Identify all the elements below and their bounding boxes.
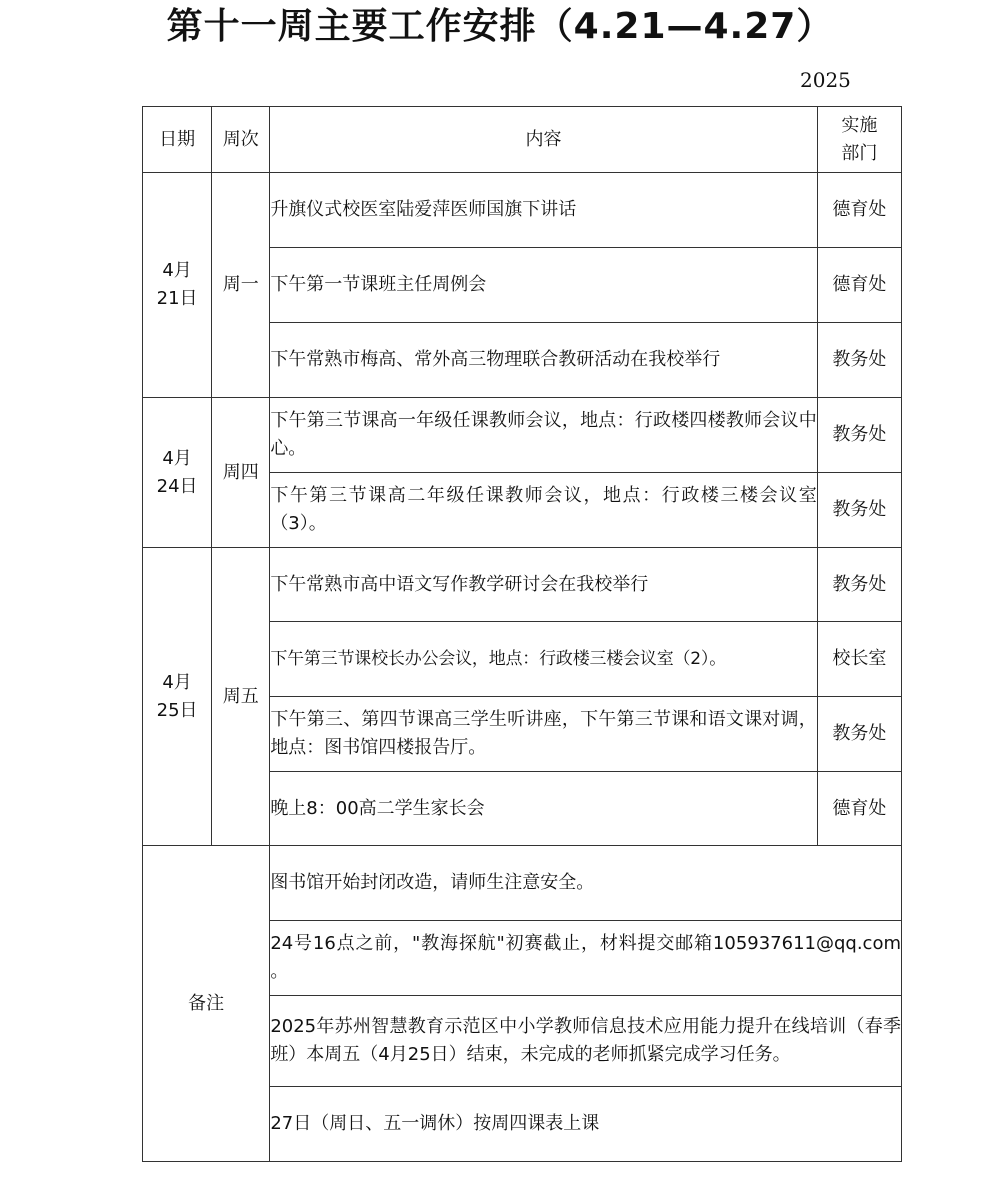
- schedule-table: [142, 106, 902, 1162]
- note-item: 图书馆开始封闭改造，请师生注意安全。: [270, 846, 902, 921]
- header-dept: 实施 部门: [817, 107, 901, 173]
- date-cell: 4月 25日: [143, 548, 212, 846]
- content-cell: 升旗仪式校医室陆爱萍医师国旗下讲话: [270, 173, 817, 248]
- week-cell: 周四: [212, 398, 270, 548]
- dept-cell: 德育处: [817, 173, 901, 248]
- dept-cell: 教务处: [817, 697, 901, 772]
- notes-row: [143, 846, 902, 921]
- dept-cell: 德育处: [817, 772, 901, 846]
- dept-cell: 教务处: [817, 548, 901, 622]
- header-content: 内容: [270, 107, 817, 173]
- page-title: 第十一周主要工作安排（4.21—4.27）: [166, 6, 834, 47]
- dept-cell: 校长室: [817, 622, 901, 697]
- dept-cell: 教务处: [817, 323, 901, 398]
- content-cell: 下午第三节课高二年级任课教师会议，地点：行政楼三楼会议室（3）。: [270, 473, 817, 548]
- content-cell: 下午第一节课班主任周例会: [270, 248, 817, 323]
- header-row: [143, 107, 902, 173]
- year-label: 2025: [800, 68, 851, 92]
- content-cell: 下午第三节课校长办公会议，地点：行政楼三楼会议室（2）。: [270, 622, 817, 697]
- table-row: [143, 398, 902, 473]
- date-cell: 4月 21日: [143, 173, 212, 398]
- date-cell: 4月 24日: [143, 398, 212, 548]
- table-row: [143, 173, 902, 248]
- header-date: 日期: [143, 107, 212, 173]
- note-item: 2025年苏州智慧教育示范区中小学教师信息技术应用能力提升在线培训（春季班）本周五（4月25日）结束，未完成的老师抓紧完成学习任务。: [270, 996, 902, 1087]
- content-cell: 晚上8：00高二学生家长会: [270, 772, 817, 846]
- content-cell: 下午常熟市高中语文写作教学研讨会在我校举行: [270, 548, 817, 622]
- dept-cell: 德育处: [817, 248, 901, 323]
- content-cell: 下午第三、第四节课高三学生听讲座，下午第三节课和语文课对调，地点：图书馆四楼报告厅。: [270, 697, 817, 772]
- notes-label: 备注: [143, 846, 270, 1162]
- content-cell: 下午第三节课高一年级任课教师会议，地点：行政楼四楼教师会议中心。: [270, 398, 817, 473]
- table-row: [143, 548, 902, 622]
- content-cell: 下午常熟市梅高、常外高三物理联合教研活动在我校举行: [270, 323, 817, 398]
- week-cell: 周一: [212, 173, 270, 398]
- note-item: 24号16点之前，"教海探航"初赛截止，材料提交邮箱105937611@qq.com 。: [270, 921, 902, 996]
- dept-cell: 教务处: [817, 398, 901, 473]
- week-cell: 周五: [212, 548, 270, 846]
- note-item: 27日（周日、五一调休）按周四课表上课: [270, 1087, 902, 1162]
- dept-cell: 教务处: [817, 473, 901, 548]
- header-week: 周次: [212, 107, 270, 173]
